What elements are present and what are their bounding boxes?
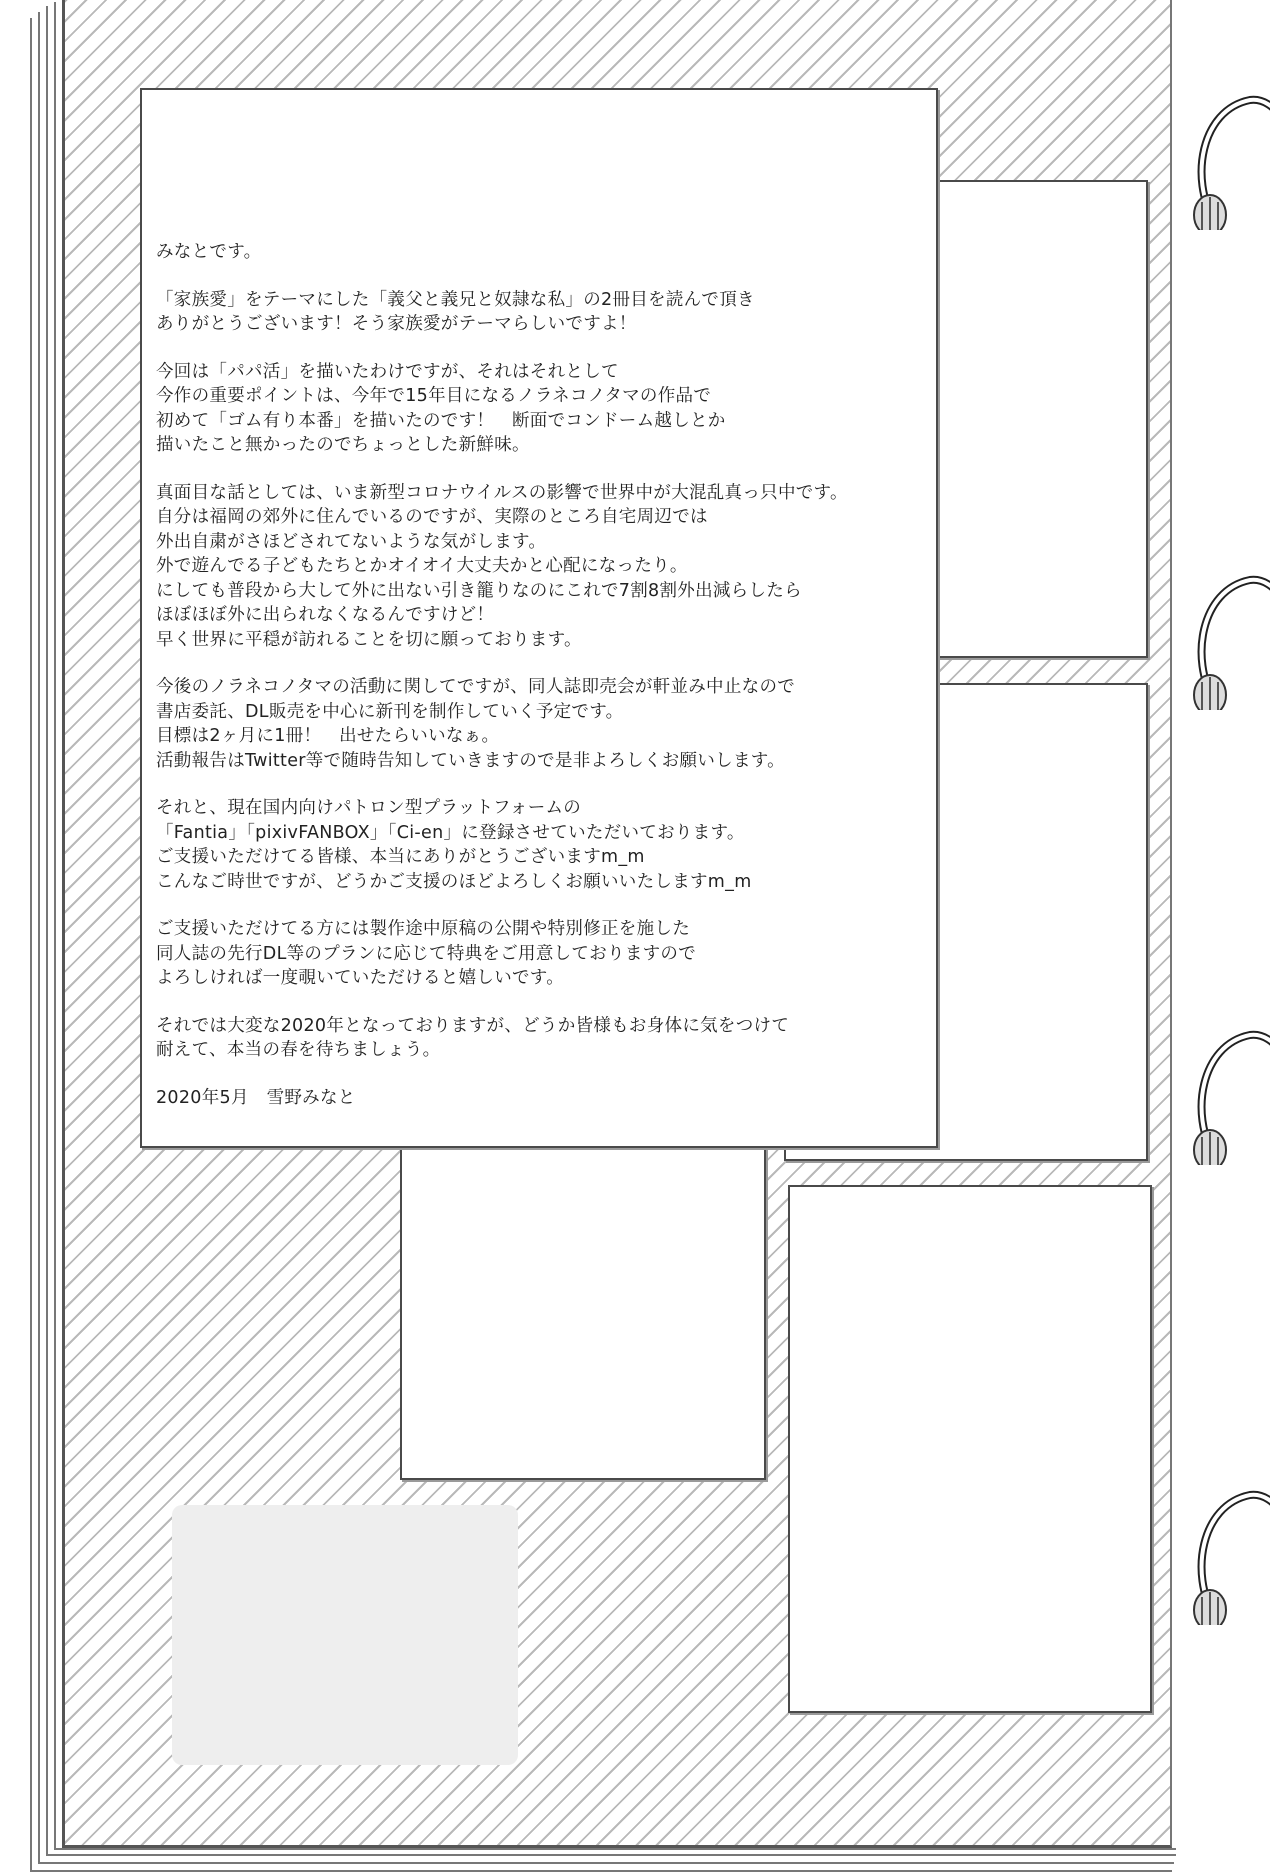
paragraph xyxy=(152,288,972,337)
empty-panel-right-3 xyxy=(788,1185,1152,1713)
text-line: それでは大変な2020年となっておりますが、どうか皆様もお身体に気をつけて xyxy=(152,1014,793,1039)
binder-ring-icon xyxy=(1180,1475,1270,1625)
paragraph xyxy=(152,360,972,458)
text-line: ご支援いただけてる方には製作途中原稿の公開や特別修正を施した xyxy=(152,917,694,942)
text-line: 書店委託、DL販売を中心に新刊を制作していく予定です。 xyxy=(152,700,627,725)
text-line: 真面目な話としては、いま新型コロナウイルスの影響で世界中が大混乱真っ只中です。 xyxy=(152,481,852,506)
photo-placeholder xyxy=(172,1505,518,1765)
text-line: ほぼほぼ外に出られなくなるんですけど！ xyxy=(152,603,498,628)
signature: 2020年5月 雪野みなと xyxy=(152,1086,360,1111)
afterword-text xyxy=(152,240,972,1133)
text-line: 「Fantia」「pixivFANBOX」「Ci-en」に登録させていただいております。 xyxy=(152,821,749,846)
paragraph xyxy=(152,1014,972,1063)
text-line: 「家族愛」をテーマにした「義父と義兄と奴隷な私」の2冊目を読んで頂き xyxy=(152,288,759,313)
text-line: 今作の重要ポイントは、今年で15年目になるノラネコノタマの作品で xyxy=(152,384,715,409)
text-line: こんなご時世ですが、どうかご支援のほどよろしくお願いいたしますm_m xyxy=(152,870,756,895)
text-line: にしても普段から大して外に出ない引き籠りなのにこれで7割8割外出減らしたら xyxy=(152,579,806,604)
text-line: よろしければ一度覗いていただけると嬉しいです。 xyxy=(152,966,568,991)
text-line: 外出自粛がさほどされてないような気がします。 xyxy=(152,530,550,555)
text-line: ご支援いただけてる皆様、本当にありがとうございますm_m xyxy=(152,845,649,870)
paragraph xyxy=(152,481,972,653)
text-line: 耐えて、本当の春を待ちましょう。 xyxy=(152,1038,444,1063)
text-line: それと、現在国内向けパトロン型プラットフォームの xyxy=(152,796,585,821)
greeting-paragraph xyxy=(152,240,972,265)
text-line: ありがとうございます！そう家族愛がテーマらしいですよ！ xyxy=(152,312,641,337)
greeting-line: みなとです。 xyxy=(152,240,265,265)
text-line: 外で遊んでる子どもたちとかオイオイ大丈夫かと心配になったり。 xyxy=(152,554,692,579)
text-line: 自分は福岡の郊外に住んでいるのですが、実際のところ自宅周辺では xyxy=(152,505,712,530)
text-line: 初めて「ゴム有り本番」を描いたのです！ 断面でコンドーム越しとか xyxy=(152,409,730,434)
text-line: 活動報告はTwitter等で随時告知していきますので是非よろしくお願いします。 xyxy=(152,749,789,774)
text-line: 目標は2ヶ月に1冊！ 出せたらいいなぁ。 xyxy=(152,724,503,749)
paragraph xyxy=(152,796,972,894)
signature-paragraph xyxy=(152,1086,972,1111)
paragraph xyxy=(152,917,972,991)
text-line: 描いたこと無かったのでちょっとした新鮮味。 xyxy=(152,433,534,458)
text-line: 今回は「パパ活」を描いたわけですが、それはそれとして xyxy=(152,360,623,385)
paragraph xyxy=(152,675,972,773)
text-line: 今後のノラネコノタマの活動に関してですが、同人誌即売会が軒並み中止なので xyxy=(152,675,799,700)
binder-ring-icon xyxy=(1180,1015,1270,1165)
text-line: 早く世界に平穏が訪れることを切に願っております。 xyxy=(152,628,586,653)
text-line: 同人誌の先行DL等のプランに応じて特典をご用意しておりますので xyxy=(152,942,700,967)
binder-ring-icon xyxy=(1180,560,1270,710)
binder-ring-icon xyxy=(1180,80,1270,230)
